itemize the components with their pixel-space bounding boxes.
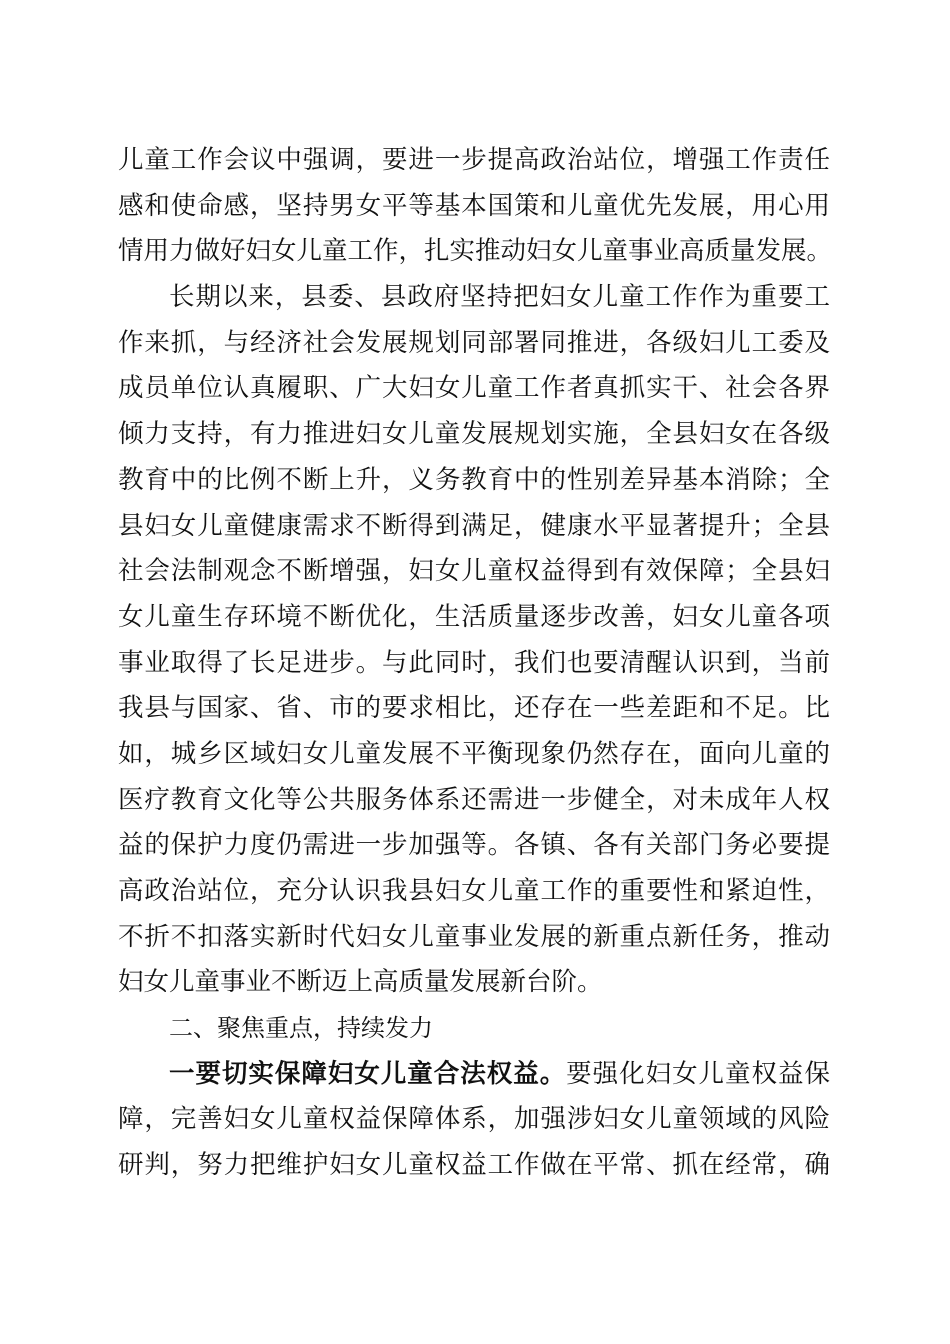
text-line: 事业取得了长足进步。与此同时，我们也要清醒认识到，当前 xyxy=(118,647,830,678)
bold-lead-text: 一要切实保障妇女儿童合法权益。 xyxy=(169,1058,567,1089)
text-line: 我县与国家、省、市的要求相比，还存在一些差距和不足。比 xyxy=(118,693,830,724)
text-line: 儿童工作会议中强调，要进一步提高政治站位，增强工作责任 xyxy=(118,145,830,175)
section-heading: 二、聚焦重点，持续发力 xyxy=(169,1014,433,1043)
paragraph-first-line xyxy=(118,1052,830,1098)
text-line: 县妇女儿童健康需求不断得到满足，健康水平显著提升；全县 xyxy=(118,510,830,541)
text-line: 情用力做好妇女儿童工作，扎实推动妇女儿童事业高质量发展。 xyxy=(118,236,833,267)
text-line: 益的保护力度仍需进一步加强等。各镇、各有关部门务必要提 xyxy=(118,830,830,861)
text-line: 不折不扣落实新时代妇女儿童事业发展的新重点新任务，推动 xyxy=(118,921,830,952)
text-line: 作来抓，与经济社会发展规划同部署同推进，各级妇儿工委及 xyxy=(118,327,830,358)
text-line: 感和使命感，坚持男女平等基本国策和儿童优先发展，用心用 xyxy=(118,190,830,221)
text-line: 障，完善妇女儿童权益保障体系，加强涉妇女儿童领域的风险 xyxy=(118,1104,830,1135)
body-text xyxy=(118,138,833,1189)
text-line: 女儿童生存环境不断优化，生活质量逐步改善，妇女儿童各项 xyxy=(118,601,830,632)
text-line: 高政治站位，充分认识我县妇女儿童工作的重要性和紧迫性， xyxy=(118,876,830,906)
text-line: 妇女儿童事业不断迈上高质量发展新台阶。 xyxy=(118,967,603,998)
text-line: 医疗教育文化等公共服务体系还需进一步健全，对未成年人权 xyxy=(118,784,830,815)
lead-rest-text: 要强化妇女儿童权益保 xyxy=(566,1058,830,1089)
text-line: 教育中的比例不断上升，义务教育中的性别差异基本消除；全 xyxy=(118,464,830,495)
text-line: 研判，努力把维护妇女儿童权益工作做在平常、抓在经常，确 xyxy=(118,1150,830,1181)
text-line: 成员单位认真履职、广大妇女儿童工作者真抓实干、社会各界 xyxy=(118,373,830,404)
text-line: 如，城乡区域妇女儿童发展不平衡现象仍然存在，面向儿童的 xyxy=(118,738,830,769)
paragraph-first-line: 长期以来，县委、县政府坚持把妇女儿童工作作为重要工 xyxy=(169,282,830,313)
text-line: 倾力支持，有力推进妇女儿童发展规划实施，全县妇女在各级 xyxy=(118,419,830,450)
text-line: 社会法制观念不断增强，妇女儿童权益得到有效保障；全县妇 xyxy=(118,556,830,587)
